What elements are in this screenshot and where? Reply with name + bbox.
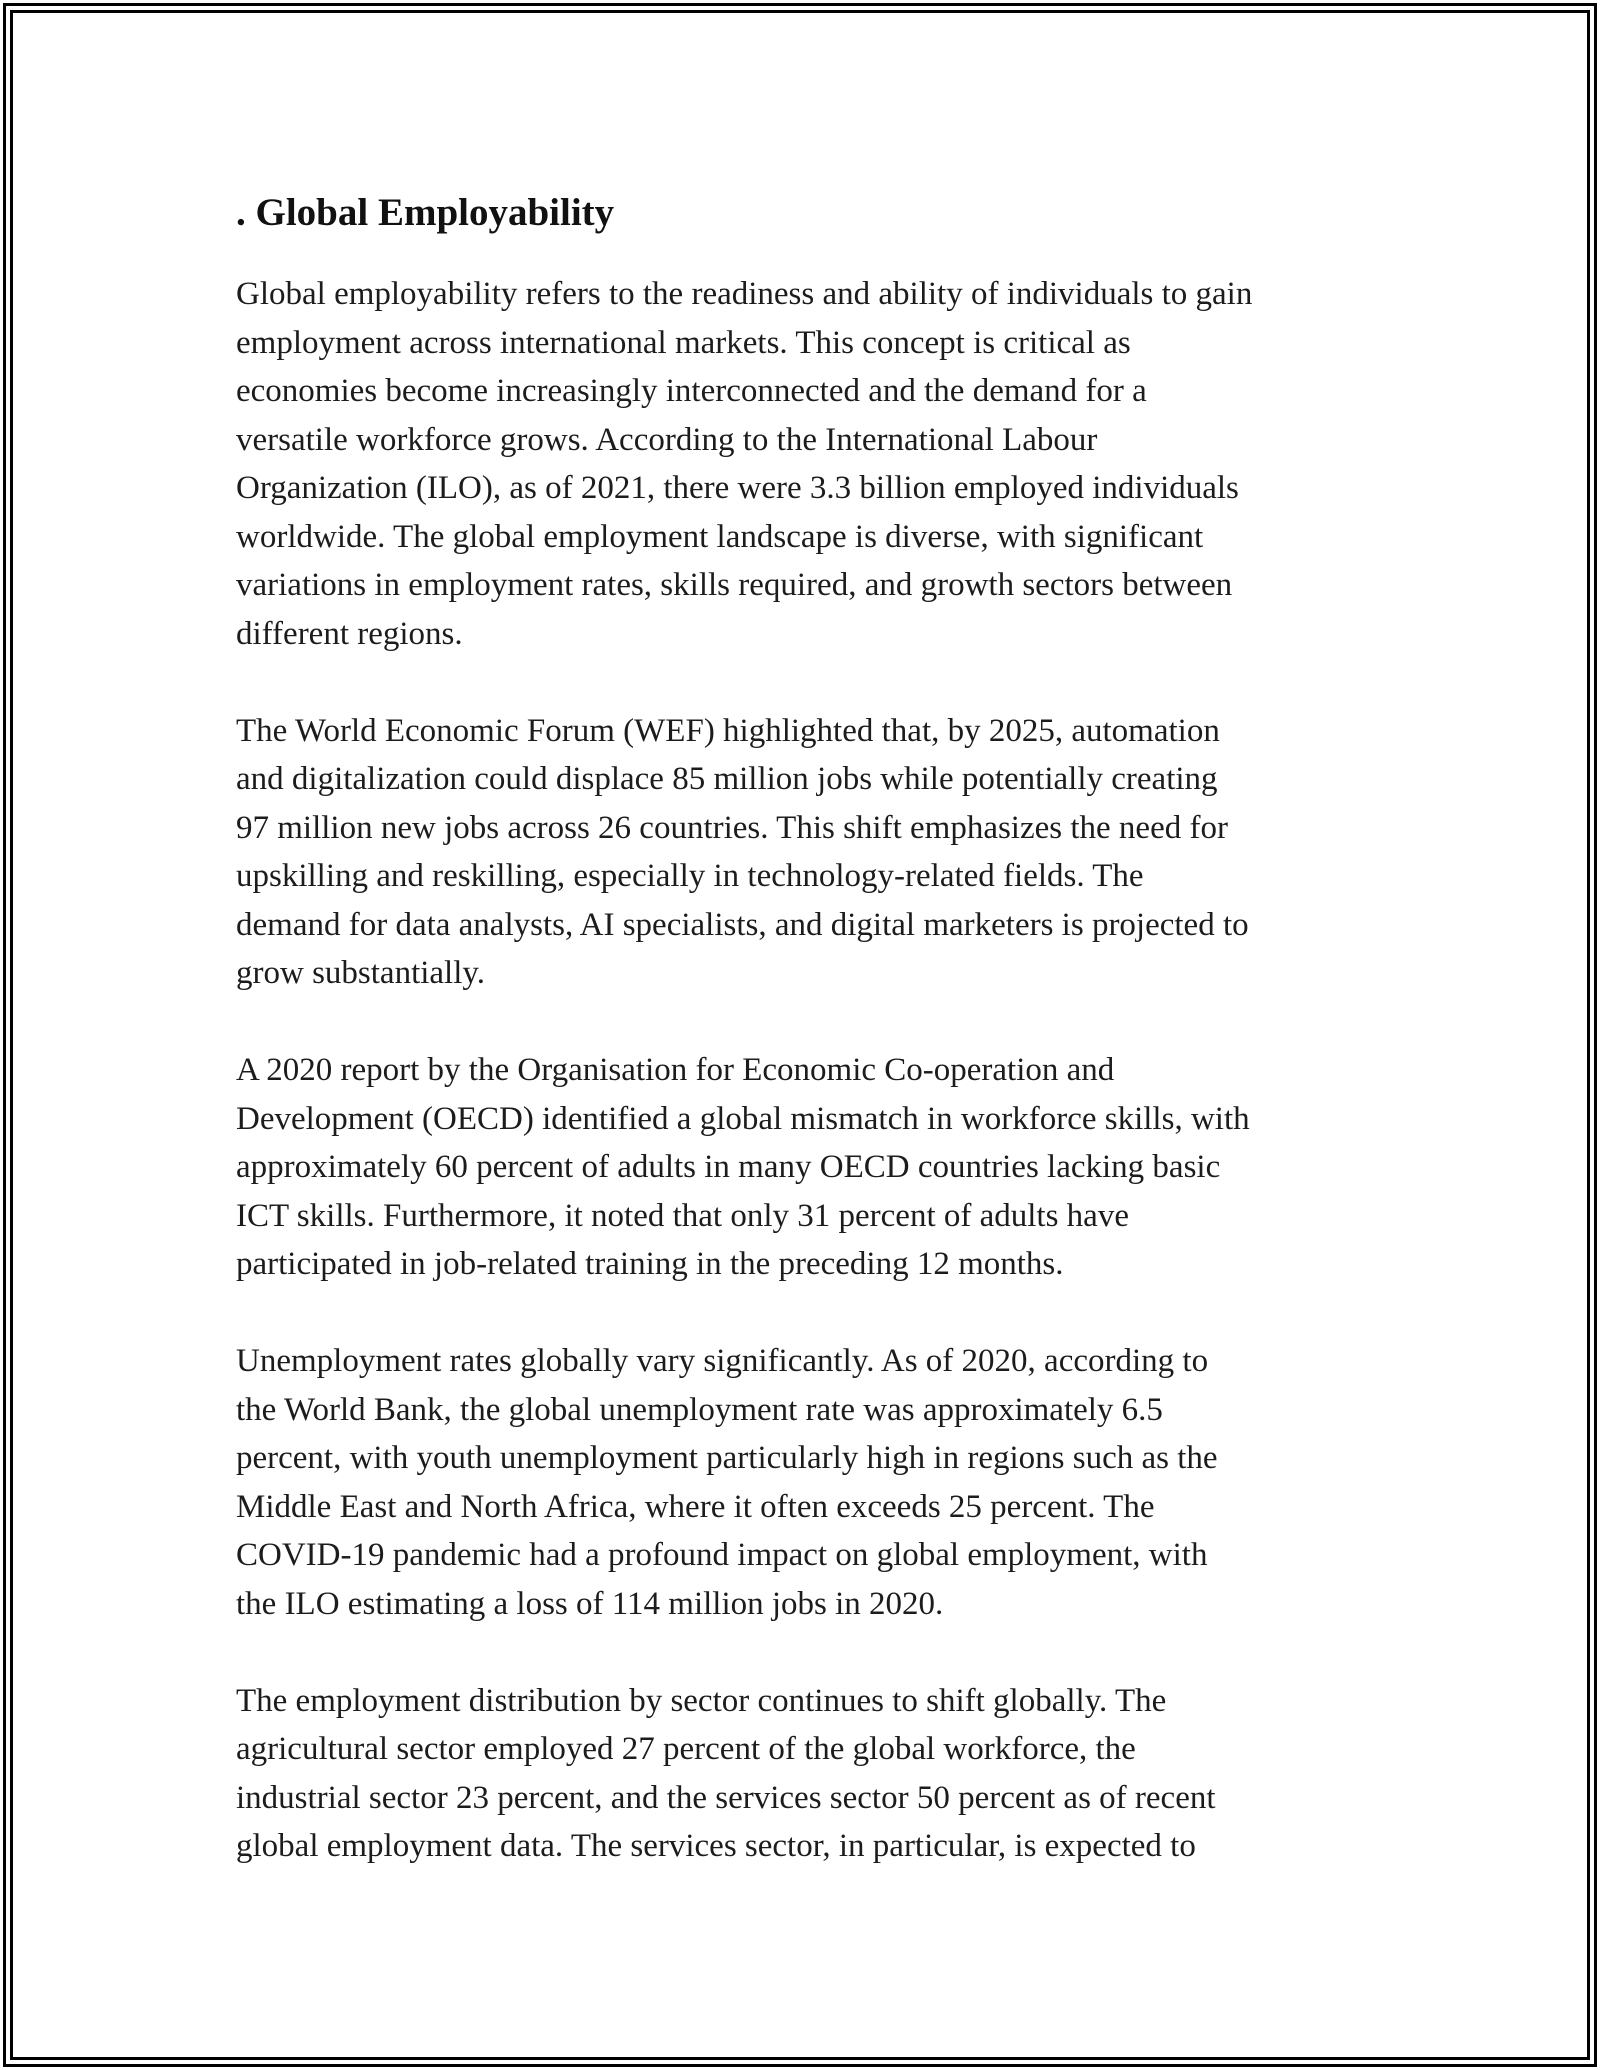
text-line: different regions. <box>236 615 463 652</box>
text-line: The employment distribution by sector continues to shift globally. The <box>236 1682 1167 1719</box>
text-line: worldwide. The global employment landscape is diverse, with significant <box>236 518 1204 555</box>
paragraph-global-employability <box>236 270 1376 658</box>
text-line: industrial sector 23 percent, and the services sector 50 percent as of recent <box>236 1779 1216 1816</box>
text-line: upskilling and reskilling, especially in technology-related fields. The <box>236 858 1144 894</box>
text-line: economies become increasingly interconnected and the demand for a <box>236 373 1147 409</box>
text-line: grow substantially. <box>236 955 485 991</box>
text-line: approximately 60 percent of adults in many OECD countries lacking basic <box>236 1149 1221 1185</box>
text-line: Global employability refers to the readiness and ability of individuals to gain <box>236 276 1253 312</box>
text-line: ICT skills. Furthermore, it noted that only 31 percent of adults have <box>236 1197 1129 1234</box>
paragraph-unemployment <box>236 1337 1376 1628</box>
paragraph-wef <box>236 707 1376 998</box>
text-line: the World Bank, the global unemployment rate was approximately 6.5 <box>236 1391 1163 1428</box>
text-line: percent, with youth unemployment particularly high in regions such as the <box>236 1440 1218 1476</box>
document-body <box>236 188 1376 1919</box>
text-line: variations in employment rates, skills required, and growth sectors between <box>236 567 1233 603</box>
text-line: demand for data analysts, AI specialists, and digital marketers is projected to <box>236 906 1249 943</box>
text-line: versatile workforce grows. According to the International Labour <box>236 421 1098 458</box>
text-line: The World Economic Forum (WEF) highlighted that, by 2025, automation <box>236 712 1220 749</box>
text-line: 97 million new jobs across 26 countries. This shift emphasizes the need for <box>236 809 1228 846</box>
section-heading: . Global Employability <box>236 191 615 234</box>
text-line: and digitalization could displace 85 million jobs while potentially creating <box>236 761 1218 797</box>
text-line: COVID-19 pandemic had a profound impact on global employment, with <box>236 1537 1208 1573</box>
text-line: global employment data. The services sector, in particular, is expected to <box>236 1828 1196 1864</box>
text-line: participated in job-related training in the preceding 12 months. <box>236 1246 1064 1282</box>
text-line: A 2020 report by the Organisation for Economic Co-operation and <box>236 1052 1115 1088</box>
text-line: Middle East and North Africa, where it often exceeds 25 percent. The <box>236 1488 1155 1525</box>
paragraph-sector-distribution <box>236 1677 1376 1871</box>
text-line: Organization (ILO), as of 2021, there were 3.3 billion employed individuals <box>236 470 1239 506</box>
text-line: employment across international markets. This concept is critical as <box>236 324 1131 361</box>
text-line: the ILO estimating a loss of 114 million jobs in 2020. <box>236 1585 944 1622</box>
text-line: agricultural sector employed 27 percent of the global workforce, the <box>236 1731 1136 1767</box>
text-line: Unemployment rates globally vary significantly. As of 2020, according to <box>236 1343 1209 1379</box>
paragraph-oecd <box>236 1046 1376 1289</box>
text-line: Development (OECD) identified a global mismatch in workforce skills, with <box>236 1100 1250 1137</box>
